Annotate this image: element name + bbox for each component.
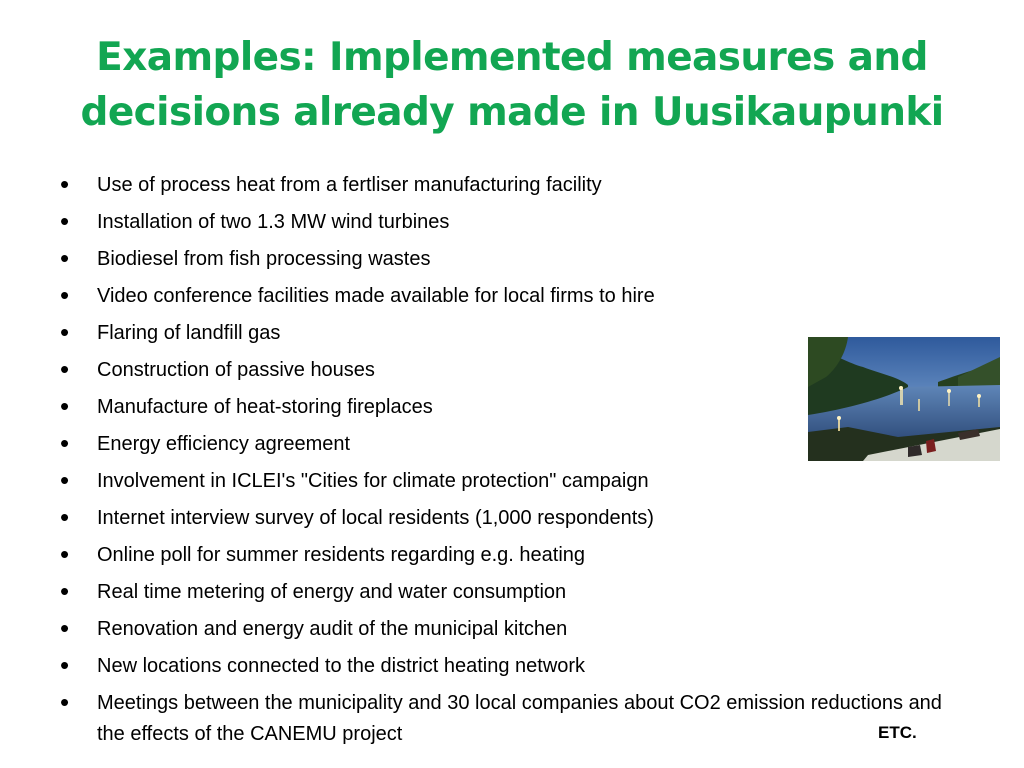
list-item-text: Flaring of landfill gas: [97, 322, 281, 344]
bullet-icon: •: [60, 465, 70, 495]
list-item: [60, 651, 960, 682]
list-item: [60, 170, 960, 201]
bullet-icon: •: [60, 391, 70, 421]
bullet-icon: •: [60, 613, 70, 643]
list-item: [60, 503, 960, 534]
list-item-text: Use of process heat from a fertliser manufacturing facility: [97, 174, 602, 196]
list-item: [60, 466, 960, 497]
list-item-text: Construction of passive houses: [97, 359, 375, 381]
list-item-text: Internet interview survey of local residents (1,000 respondents): [97, 507, 654, 529]
list-item-text: Involvement in ICLEI's "Cities for climate protection" campaign: [97, 470, 649, 492]
list-item-text: Real time metering of energy and water consumption: [97, 581, 567, 603]
list-item-text: Energy efficiency agreement: [97, 433, 351, 455]
list-item-text: Online poll for summer residents regarding e.g. heating: [97, 544, 586, 566]
list-item-text: New locations connected to the district heating network: [97, 655, 586, 677]
list-item: [60, 244, 960, 275]
list-item-text: Renovation and energy audit of the municipal kitchen: [97, 618, 568, 640]
list-item-text: Meetings between the municipality and 30 local companies about CO2 emission reductions and the effects of the CANEMU project: [97, 692, 942, 745]
list-item: [60, 614, 960, 645]
bullet-icon: •: [60, 576, 70, 606]
bullet-list: [60, 170, 960, 756]
list-item: [60, 207, 960, 238]
bullet-icon: •: [60, 280, 70, 310]
etc-label: ETC.: [878, 723, 917, 742]
bullet-icon: •: [60, 687, 70, 717]
list-item-text: Biodiesel from fish processing wastes: [97, 248, 431, 270]
list-item-text: Video conference facilities made available for local firms to hire: [97, 285, 655, 307]
bullet-icon: •: [60, 428, 70, 458]
bullet-icon: •: [60, 502, 70, 532]
list-item: [60, 281, 960, 312]
bullet-icon: •: [60, 539, 70, 569]
list-item: [60, 540, 960, 571]
bullet-icon: •: [60, 317, 70, 347]
river-at-dusk-photo: [808, 337, 1000, 461]
bullet-icon: •: [60, 243, 70, 273]
list-item-text: Manufacture of heat-storing fireplaces: [97, 396, 433, 418]
bullet-icon: •: [60, 354, 70, 384]
list-item: [60, 688, 960, 750]
list-item: [60, 577, 960, 608]
bullet-icon: •: [60, 650, 70, 680]
bullet-icon: •: [60, 206, 70, 236]
bullet-icon: •: [60, 169, 70, 199]
slide-title: Examples: Implemented measures and decisions already made in Uusikaupunki: [80, 35, 944, 135]
list-item-text: Installation of two 1.3 MW wind turbines: [97, 211, 450, 233]
